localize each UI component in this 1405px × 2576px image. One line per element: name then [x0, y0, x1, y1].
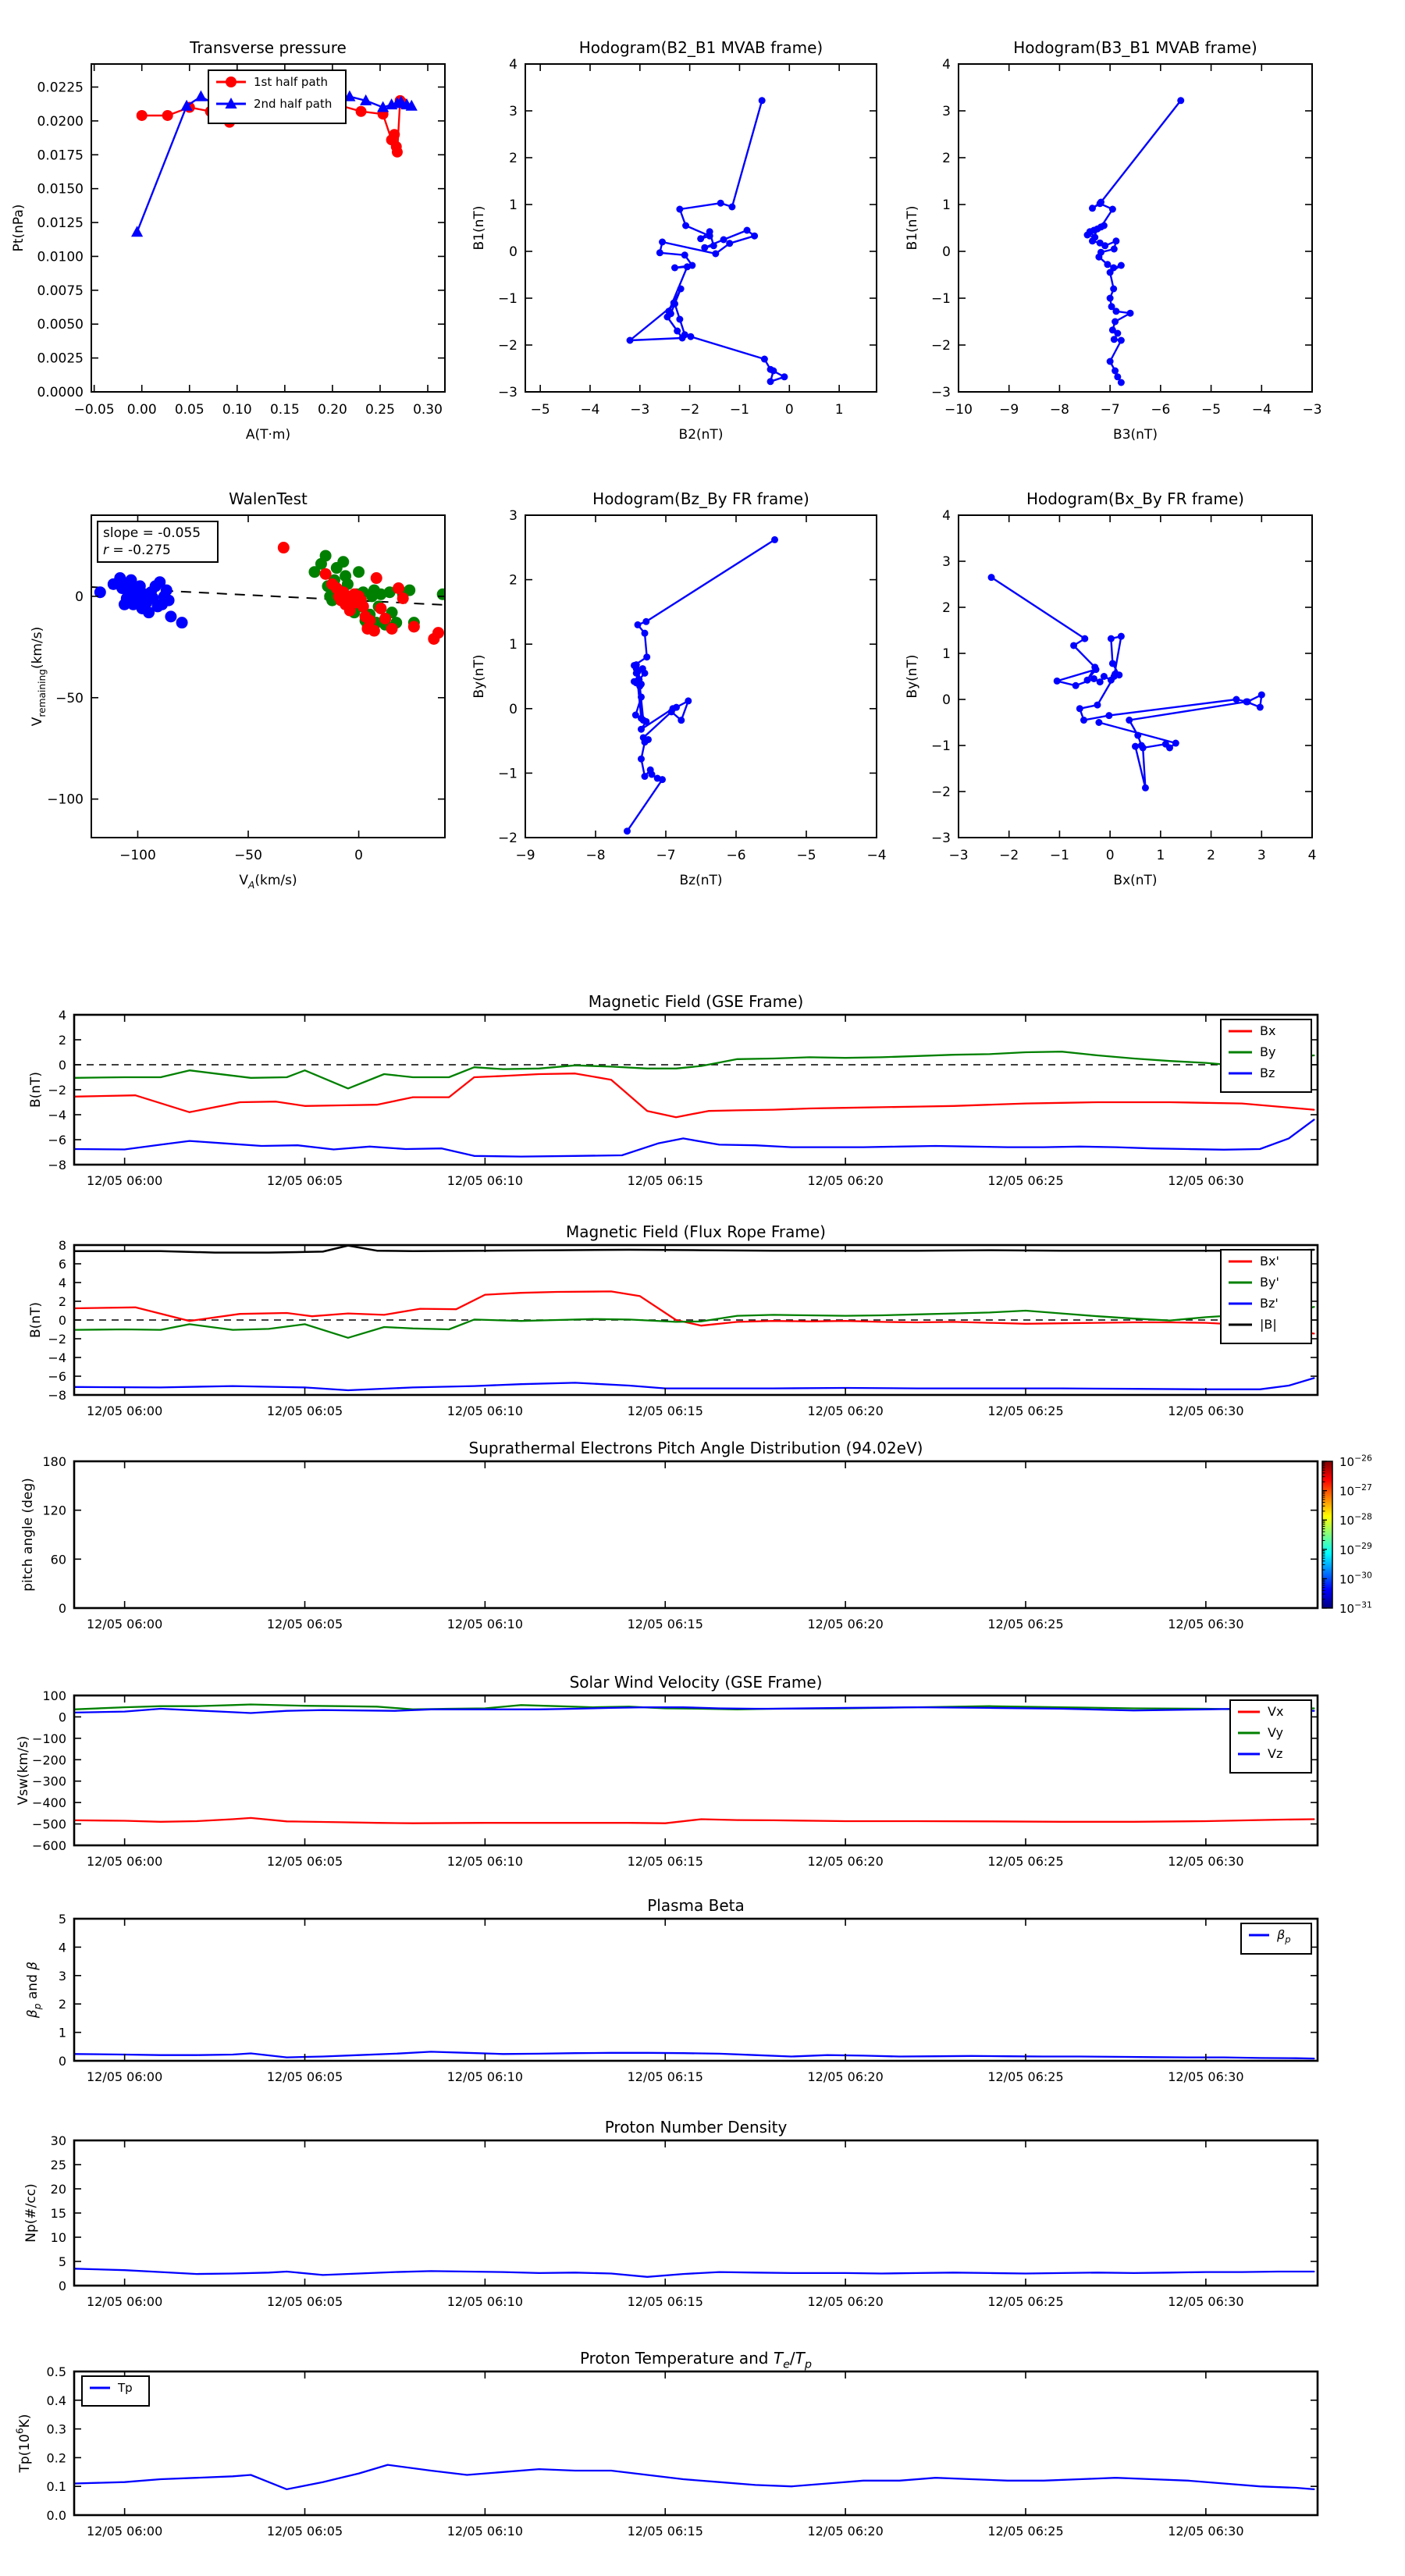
svg-text:12/05 06:20: 12/05 06:20: [807, 1617, 884, 1631]
svg-text:3: 3: [509, 508, 518, 524]
svg-text:0.2: 0.2: [46, 2450, 66, 2466]
svg-text:Bz(nT): Bz(nT): [679, 873, 723, 888]
svg-text:Hodogram(B2_B1 MVAB frame): Hodogram(B2_B1 MVAB frame): [578, 38, 823, 57]
svg-text:By(nT): By(nT): [471, 654, 487, 699]
temperature-panel: [14, 2349, 1318, 2539]
svg-text:0.0200: 0.0200: [37, 113, 84, 130]
mag_fr-panel: [28, 1222, 1318, 1418]
svg-text:2: 2: [58, 1997, 66, 2012]
svg-text:−2: −2: [999, 848, 1019, 863]
svg-text:12/05 06:20: 12/05 06:20: [807, 2524, 884, 2539]
svg-text:r = -0.275: r = -0.275: [103, 543, 171, 558]
svg-text:−2: −2: [48, 1083, 66, 1098]
svg-text:−2: −2: [930, 785, 951, 800]
svg-text:0.0100: 0.0100: [37, 249, 84, 265]
svg-text:Transverse pressure: Transverse pressure: [190, 38, 347, 57]
svg-text:12/05 06:30: 12/05 06:30: [1168, 2524, 1244, 2539]
svg-text:−1: −1: [497, 766, 518, 782]
svg-text:12/05 06:20: 12/05 06:20: [807, 1404, 884, 1418]
svg-text:−300: −300: [32, 1774, 66, 1789]
svg-text:3: 3: [58, 1968, 66, 1984]
hodogram_b2_b1-panel: [471, 38, 877, 443]
svg-text:12/05 06:25: 12/05 06:25: [987, 2294, 1064, 2309]
svg-text:Proton Temperature and Te/Tp: Proton Temperature and $T_e/T_p$: [579, 2349, 813, 2371]
svg-text:−100: −100: [119, 848, 156, 863]
svg-text:WalenTest: WalenTest: [229, 489, 308, 508]
svg-text:12/05 06:00: 12/05 06:00: [86, 2069, 163, 2084]
vsw-panel: [16, 1673, 1318, 1869]
svg-text:12/05 06:25: 12/05 06:25: [987, 1173, 1064, 1188]
svg-text:2: 2: [942, 600, 951, 616]
svg-text:0.0125: 0.0125: [37, 215, 84, 232]
svg-text:12/05 06:05: 12/05 06:05: [266, 1173, 343, 1188]
svg-text:−3: −3: [930, 385, 951, 400]
svg-text:0: 0: [354, 848, 363, 863]
svg-text:10−30: $10^{-30}$: [1339, 1570, 1372, 1587]
svg-text:1st half path: 1st half path: [254, 75, 329, 89]
svg-text:0: 0: [75, 589, 84, 605]
svg-text:12/05 06:30: 12/05 06:30: [1168, 1617, 1244, 1631]
svg-text:−1: −1: [497, 291, 518, 307]
svg-text:B3(nT): B3(nT): [1113, 427, 1158, 443]
svg-text:Solar Wind Velocity (GSE Frame: Solar Wind Velocity (GSE Frame): [569, 1673, 823, 1692]
svg-text:10−26: $10^{-26}$: [1339, 1453, 1372, 1469]
svg-text:pitch angle (deg): pitch angle (deg): [20, 1478, 36, 1592]
svg-text:12/05 06:10: 12/05 06:10: [446, 2524, 524, 2539]
svg-text:Vz: Vz: [1268, 1746, 1283, 1761]
svg-text:−200: −200: [32, 1752, 66, 1768]
svg-text:B1(nT): B1(nT): [905, 205, 920, 251]
svg-text:−100: −100: [47, 792, 84, 808]
svg-text:2: 2: [509, 151, 518, 166]
svg-text:B1(nT): B1(nT): [471, 205, 487, 251]
svg-text:0.0050: 0.0050: [37, 317, 84, 333]
svg-text:12/05 06:25: 12/05 06:25: [987, 1617, 1064, 1631]
svg-text:12/05 06:30: 12/05 06:30: [1168, 1173, 1244, 1188]
svg-text:12/05 06:05: 12/05 06:05: [266, 1404, 343, 1418]
svg-text:12/05 06:15: 12/05 06:15: [627, 2294, 703, 2309]
svg-text:Magnetic Field (GSE Frame): Magnetic Field (GSE Frame): [588, 992, 804, 1011]
svg-text:12/05 06:20: 12/05 06:20: [807, 1173, 884, 1188]
legend: [208, 70, 346, 123]
svg-text:βp and β: $\beta_p$ and β: [25, 1961, 43, 2019]
svg-text:1: 1: [942, 646, 951, 662]
svg-text:−7: −7: [1100, 402, 1120, 418]
svg-text:4: 4: [1307, 848, 1317, 863]
svg-text:2: 2: [1207, 848, 1215, 863]
density-panel: [23, 2118, 1318, 2309]
svg-text:2: 2: [58, 1294, 66, 1309]
svg-text:0: 0: [942, 244, 951, 260]
svg-text:B(nT): B(nT): [28, 1071, 44, 1108]
svg-text:12/05 06:25: 12/05 06:25: [987, 1404, 1064, 1418]
svg-text:10−31: $10^{-31}$: [1339, 1599, 1372, 1616]
svg-text:0.0225: 0.0225: [37, 80, 84, 96]
hodogram_bz_by-panel: [471, 489, 887, 888]
svg-text:1: 1: [509, 197, 518, 213]
svg-text:0: 0: [509, 701, 518, 717]
svg-text:−600: −600: [32, 1838, 66, 1853]
svg-text:Bx(nT): Bx(nT): [1113, 873, 1158, 888]
svg-text:−10: −10: [944, 402, 973, 418]
svg-text:Vx: Vx: [1268, 1704, 1284, 1719]
svg-text:−9: −9: [999, 402, 1019, 418]
svg-text:12/05 06:15: 12/05 06:15: [627, 1173, 703, 1188]
svg-text:Suprathermal Electrons Pitch A: Suprathermal Electrons Pitch Angle Distribution (94.02eV): [468, 1439, 923, 1457]
svg-text:100: 100: [42, 1688, 66, 1703]
svg-text:12/05 06:00: 12/05 06:00: [86, 1617, 163, 1631]
svg-text:Bx': Bx': [1260, 1254, 1279, 1268]
colorbar: [1322, 1453, 1372, 1616]
svg-text:6: 6: [58, 1257, 66, 1272]
electron_pad-panel: [20, 1439, 1372, 1631]
svg-text:8: 8: [58, 1238, 66, 1253]
svg-text:By(nT): By(nT): [905, 654, 920, 699]
svg-text:0: 0: [784, 402, 794, 418]
svg-text:−3: −3: [630, 402, 650, 418]
svg-text:−4: −4: [48, 1108, 66, 1123]
svg-text:−6: −6: [726, 848, 746, 863]
svg-text:4: 4: [58, 1008, 66, 1023]
svg-text:0.30: 0.30: [413, 402, 443, 418]
svg-text:−5: −5: [530, 402, 550, 418]
svg-text:0.0025: 0.0025: [37, 350, 84, 367]
svg-text:VA(km/s): $V_A(km/s)$: [239, 873, 297, 891]
svg-text:0.0075: 0.0075: [37, 283, 84, 299]
svg-text:Bz: Bz: [1260, 1066, 1275, 1080]
svg-text:3: 3: [942, 554, 951, 570]
svg-text:−500: −500: [32, 1816, 66, 1832]
svg-text:0.0000: 0.0000: [37, 385, 84, 400]
svg-text:12/05 06:05: 12/05 06:05: [266, 1854, 343, 1869]
svg-text:60: 60: [50, 1552, 66, 1567]
svg-text:−1: −1: [930, 291, 951, 307]
hodogram_b3_b1-panel: [905, 38, 1322, 443]
svg-text:5: 5: [58, 1912, 66, 1927]
svg-text:B(nT): B(nT): [28, 1301, 44, 1339]
svg-text:3: 3: [509, 104, 518, 119]
transverse_pressure-panel: [11, 38, 445, 443]
svg-text:Pt(nPa): Pt(nPa): [11, 204, 27, 252]
svg-text:12/05 06:15: 12/05 06:15: [627, 1617, 703, 1631]
svg-text:20: 20: [50, 2182, 66, 2197]
svg-text:By': By': [1260, 1275, 1279, 1290]
svg-text:−50: −50: [55, 690, 84, 706]
svg-text:Vremaining(km/s): $V_{remaining}(km/s)$: [30, 626, 48, 727]
svg-text:−4: −4: [48, 1350, 66, 1365]
legend: [82, 2376, 149, 2406]
svg-text:−2: −2: [497, 338, 518, 354]
svg-text:−3: −3: [948, 848, 969, 863]
svg-text:12/05 06:05: 12/05 06:05: [266, 2524, 343, 2539]
svg-text:0: 0: [58, 1058, 66, 1073]
svg-text:12/05 06:00: 12/05 06:00: [86, 1404, 163, 1418]
svg-text:2: 2: [509, 572, 518, 589]
svg-text:βp: $\beta_p$: [1277, 1927, 1291, 1945]
svg-text:0.05: 0.05: [174, 402, 205, 418]
svg-text:Magnetic Field (Flux Rope Fram: Magnetic Field (Flux Rope Frame): [566, 1222, 826, 1241]
svg-text:Hodogram(B3_B1 MVAB frame): Hodogram(B3_B1 MVAB frame): [1013, 38, 1257, 57]
svg-text:10−29: $10^{-29}$: [1339, 1541, 1372, 1557]
svg-text:12/05 06:30: 12/05 06:30: [1168, 1854, 1244, 1869]
svg-text:−4: −4: [580, 402, 600, 418]
svg-text:12/05 06:25: 12/05 06:25: [987, 1854, 1064, 1869]
svg-text:−5: −5: [796, 848, 816, 863]
svg-text:Plasma Beta: Plasma Beta: [647, 1896, 745, 1915]
hodogram_bx_by-panel: [905, 489, 1316, 888]
svg-text:−2: −2: [680, 402, 700, 418]
svg-text:12/05 06:10: 12/05 06:10: [446, 1404, 524, 1418]
svg-text:Vy: Vy: [1268, 1725, 1283, 1740]
svg-text:0.1: 0.1: [46, 2479, 66, 2495]
svg-text:−2: −2: [930, 338, 951, 354]
svg-text:−3: −3: [930, 831, 951, 846]
svg-text:−6: −6: [1151, 402, 1171, 418]
svg-text:−0.05: −0.05: [73, 402, 115, 418]
svg-text:12/05 06:10: 12/05 06:10: [446, 1173, 524, 1188]
svg-text:0.0150: 0.0150: [37, 181, 84, 197]
svg-text:12/05 06:25: 12/05 06:25: [987, 2524, 1064, 2539]
svg-text:0: 0: [58, 1710, 66, 1725]
svg-text:12/05 06:30: 12/05 06:30: [1168, 2069, 1244, 2084]
svg-text:−9: −9: [515, 848, 535, 863]
svg-text:10−27: $10^{-27}$: [1339, 1482, 1372, 1499]
svg-text:Np(#/cc): Np(#/cc): [23, 2183, 39, 2243]
svg-text:−2: −2: [497, 831, 518, 846]
svg-text:−8: −8: [1049, 402, 1069, 418]
svg-text:−3: −3: [497, 385, 518, 400]
svg-text:−8: −8: [585, 848, 606, 863]
svg-text:−3: −3: [1302, 402, 1322, 418]
svg-text:12/05 06:15: 12/05 06:15: [627, 2524, 703, 2539]
svg-text:Tp(106K): $Tp(10^6K)$: [14, 2414, 33, 2473]
svg-text:12/05 06:20: 12/05 06:20: [807, 1854, 884, 1869]
svg-text:0: 0: [58, 2054, 66, 2069]
svg-text:−6: −6: [48, 1369, 66, 1384]
svg-text:0.10: 0.10: [222, 402, 252, 418]
svg-text:1: 1: [942, 197, 951, 213]
svg-text:Vsw(km/s): Vsw(km/s): [16, 1735, 31, 1806]
svg-text:12/05 06:25: 12/05 06:25: [987, 2069, 1064, 2084]
svg-text:3: 3: [1257, 848, 1266, 863]
svg-text:Bz': Bz': [1260, 1296, 1279, 1311]
svg-text:−4: −4: [866, 848, 887, 863]
mag_gse-panel: [28, 992, 1318, 1188]
svg-text:4: 4: [509, 57, 518, 73]
svg-text:3: 3: [942, 104, 951, 119]
svg-text:25: 25: [50, 2158, 66, 2172]
svg-text:−100: −100: [32, 1731, 66, 1746]
svg-text:12/05 06:15: 12/05 06:15: [627, 1404, 703, 1418]
svg-text:4: 4: [58, 1940, 66, 1955]
svg-text:−1: −1: [930, 738, 951, 754]
legend: [1241, 1923, 1311, 1954]
svg-text:12/05 06:15: 12/05 06:15: [627, 1854, 703, 1869]
svg-text:−7: −7: [656, 848, 676, 863]
svg-text:|B|: |B|: [1260, 1317, 1277, 1332]
svg-text:5: 5: [58, 2254, 66, 2269]
svg-text:12/05 06:05: 12/05 06:05: [266, 1617, 343, 1631]
svg-text:0: 0: [1105, 848, 1115, 863]
svg-text:0: 0: [942, 692, 951, 708]
svg-text:−5: −5: [1201, 402, 1222, 418]
svg-text:15: 15: [50, 2206, 66, 2221]
svg-text:10: 10: [50, 2230, 66, 2245]
walen_test-panel: [30, 489, 449, 891]
svg-text:4: 4: [942, 508, 951, 524]
svg-text:By: By: [1260, 1044, 1276, 1059]
svg-text:2: 2: [942, 151, 951, 166]
svg-text:−2: −2: [48, 1332, 66, 1347]
svg-text:2: 2: [58, 1033, 66, 1048]
svg-text:180: 180: [42, 1454, 66, 1469]
legend: [1230, 1700, 1311, 1773]
svg-text:12/05 06:30: 12/05 06:30: [1168, 1404, 1244, 1418]
svg-text:12/05 06:00: 12/05 06:00: [86, 1173, 163, 1188]
svg-text:−1: −1: [1049, 848, 1069, 863]
svg-text:12/05 06:10: 12/05 06:10: [446, 1854, 524, 1869]
svg-text:0: 0: [58, 2279, 66, 2293]
svg-text:0.0: 0.0: [46, 2508, 66, 2523]
beta-panel: [25, 1896, 1318, 2084]
svg-text:12/05 06:15: 12/05 06:15: [627, 2069, 703, 2084]
svg-text:12/05 06:10: 12/05 06:10: [446, 1617, 524, 1631]
svg-text:4: 4: [942, 57, 951, 73]
svg-text:0.4: 0.4: [46, 2393, 66, 2408]
svg-text:10−28: $10^{-28}$: [1339, 1511, 1372, 1528]
svg-text:0: 0: [509, 244, 518, 260]
svg-text:0.3: 0.3: [46, 2421, 66, 2437]
svg-text:120: 120: [42, 1503, 66, 1518]
svg-text:0: 0: [58, 1313, 66, 1328]
svg-text:12/05 06:20: 12/05 06:20: [807, 2069, 884, 2084]
svg-text:12/05 06:05: 12/05 06:05: [266, 2069, 343, 2084]
svg-text:Hodogram(Bz_By FR frame): Hodogram(Bz_By FR frame): [592, 489, 809, 508]
svg-text:12/05 06:05: 12/05 06:05: [266, 2294, 343, 2309]
svg-text:0: 0: [58, 1601, 66, 1616]
svg-text:−6: −6: [48, 1133, 66, 1147]
svg-text:−8: −8: [48, 1158, 66, 1172]
svg-text:12/05 06:30: 12/05 06:30: [1168, 2294, 1244, 2309]
svg-text:−1: −1: [729, 402, 749, 418]
svg-text:Bx: Bx: [1260, 1023, 1276, 1038]
svg-text:A(T·m): A(T·m): [245, 427, 291, 443]
svg-text:12/05 06:20: 12/05 06:20: [807, 2294, 884, 2309]
svg-text:slope = -0.055: slope = -0.055: [103, 525, 201, 541]
svg-text:0.5: 0.5: [46, 2364, 66, 2379]
svg-text:Tp: Tp: [118, 2381, 133, 2395]
svg-text:−400: −400: [32, 1795, 66, 1811]
svg-text:Hodogram(Bx_By FR frame): Hodogram(Bx_By FR frame): [1026, 489, 1245, 508]
svg-text:0.15: 0.15: [269, 402, 300, 418]
svg-text:12/05 06:10: 12/05 06:10: [446, 2294, 524, 2309]
svg-text:1: 1: [509, 637, 518, 653]
svg-text:12/05 06:00: 12/05 06:00: [86, 1854, 163, 1869]
svg-text:−50: −50: [234, 848, 262, 863]
svg-text:−8: −8: [48, 1388, 66, 1403]
svg-text:12/05 06:00: 12/05 06:00: [86, 2524, 163, 2539]
svg-text:0.00: 0.00: [126, 402, 157, 418]
svg-text:0.0175: 0.0175: [37, 148, 84, 164]
svg-text:Proton Number Density: Proton Number Density: [604, 2118, 788, 2137]
svg-text:2nd half path: 2nd half path: [254, 97, 333, 111]
svg-text:4: 4: [58, 1276, 66, 1290]
svg-text:1: 1: [1156, 848, 1165, 863]
svg-text:12/05 06:00: 12/05 06:00: [86, 2294, 163, 2309]
annotation-box: [98, 521, 218, 562]
svg-text:30: 30: [50, 2133, 66, 2148]
svg-text:1: 1: [834, 402, 844, 418]
svg-text:0.20: 0.20: [317, 402, 347, 418]
svg-text:−4: −4: [1251, 402, 1272, 418]
legend: [1221, 1250, 1311, 1343]
legend: [1221, 1019, 1311, 1092]
svg-text:B2(nT): B2(nT): [678, 427, 724, 443]
svg-text:0.25: 0.25: [365, 402, 395, 418]
svg-text:12/05 06:10: 12/05 06:10: [446, 2069, 524, 2084]
svg-text:1: 1: [58, 2025, 66, 2041]
